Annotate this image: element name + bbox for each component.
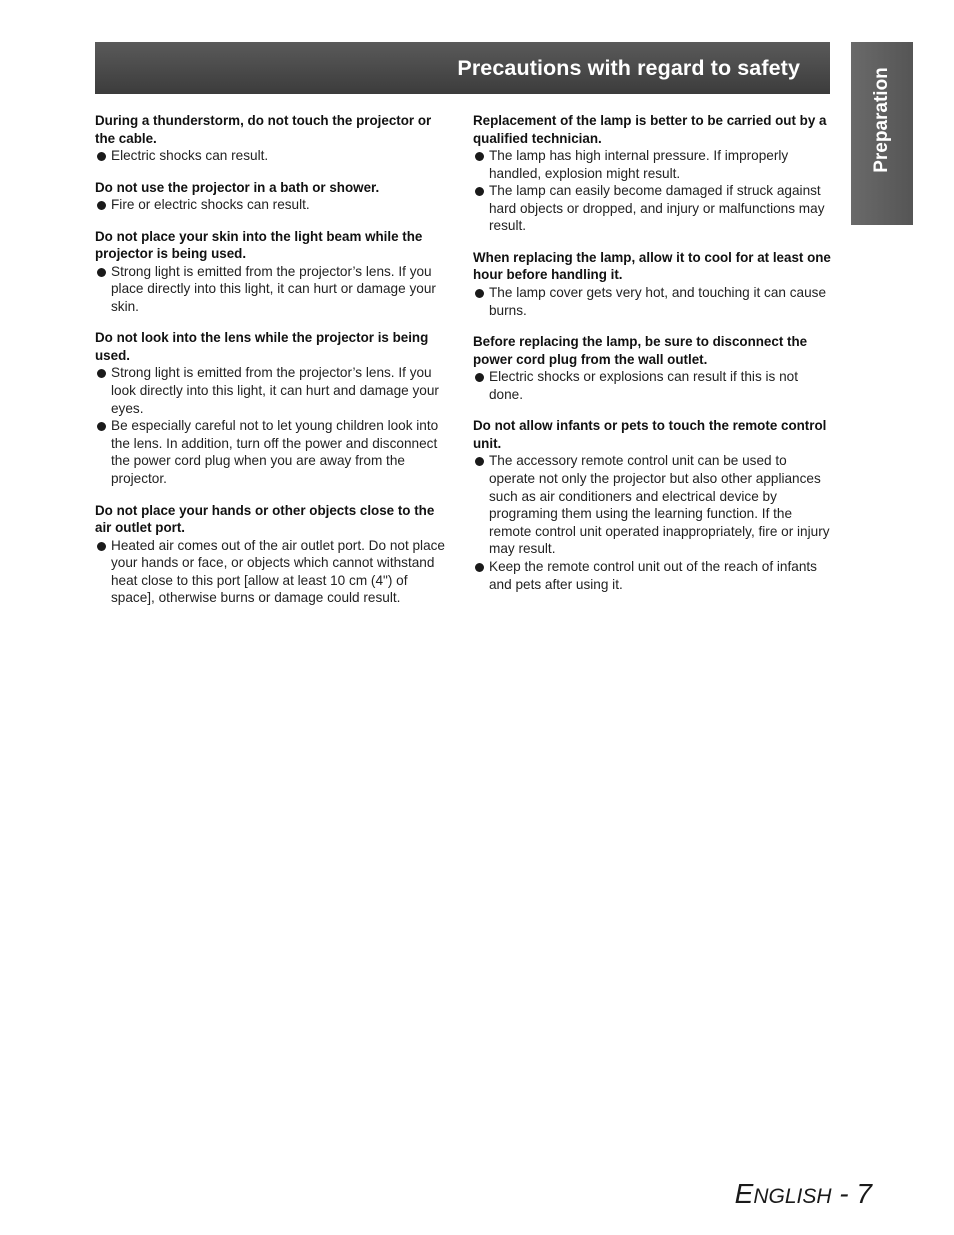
- warning-bullet: [473, 182, 831, 235]
- bullet-dot-icon: [475, 152, 484, 161]
- warning-section: [473, 112, 831, 235]
- warning-section: [95, 112, 453, 165]
- warning-bullet: [473, 558, 831, 593]
- bullet-dot-icon: [97, 422, 106, 431]
- warning-heading: Do not place your hands or other objects close to the air outlet port.: [95, 502, 435, 536]
- warning-bullet: [95, 537, 453, 607]
- bullet-dot-icon: [97, 542, 106, 551]
- right-column: [473, 112, 831, 607]
- warning-section: [95, 228, 453, 316]
- bullet-dot-icon: [475, 457, 484, 466]
- warning-heading: When replacing the lamp, allow it to cool for at least one hour before handling it.: [473, 249, 831, 283]
- warning-bullet: [473, 284, 831, 319]
- warning-heading: Do not allow infants or pets to touch the remote control unit.: [473, 418, 827, 451]
- warning-bullet: [95, 147, 453, 165]
- warning-heading: Before replacing the lamp, be sure to disconnect the power cord plug from the wall outlet.: [473, 334, 808, 367]
- bullet-text: Be especially careful not to let young children look into the lens. In addition, turn off the power and disconnect the power cord plug when you are away from the projector.: [111, 418, 439, 487]
- warning-bullet: [473, 368, 831, 403]
- warning-bullet-list: [473, 452, 831, 593]
- bullet-text: Electric shocks can result.: [111, 148, 269, 163]
- warning-bullet-list: [95, 147, 453, 165]
- bullet-dot-icon: [475, 187, 484, 196]
- warning-bullet-list: [473, 368, 831, 403]
- bullet-text: Fire or electric shocks can result.: [111, 197, 310, 213]
- warning-bullet: [95, 417, 453, 487]
- bullet-dot-icon: [475, 563, 484, 572]
- warning-bullet: [473, 147, 831, 182]
- warning-heading: Do not place your skin into the light beam while the projector is being used.: [95, 228, 423, 262]
- bullet-dot-icon: [475, 373, 484, 382]
- footer-separator: -: [831, 1178, 857, 1209]
- warning-bullet-list: [95, 196, 453, 214]
- page-number: 7: [856, 1178, 872, 1209]
- bullet-text: Keep the remote control unit out of the reach of infants and pets after using it.: [489, 558, 817, 592]
- warning-bullet: [95, 196, 453, 214]
- warning-bullet: [95, 263, 453, 316]
- warning-bullet-list: [95, 364, 453, 487]
- bullet-text: The lamp cover gets very hot, and touching it can cause burns.: [489, 284, 827, 318]
- bullet-text: Heated air comes out of the air outlet port. Do not place your hands or face, or objects which cannot withstand heat close to this port [allow at least 10 cm (4") of space], otherwise burns or damage could result.: [111, 537, 445, 606]
- section-header-bar: [95, 42, 830, 94]
- warning-section: [95, 179, 453, 214]
- warning-heading: During a thunderstorm, do not touch the projector or the cable.: [95, 113, 432, 146]
- warning-bullet-list: [473, 147, 831, 235]
- warning-bullet: [473, 452, 831, 558]
- bullet-text: Strong light is emitted from the projector’s lens. If you place directly into this light, it can hurt or damage your skin.: [111, 263, 436, 314]
- page-title: Precautions with regard to safety: [457, 55, 800, 80]
- chapter-tab-label: Preparation: [871, 67, 892, 173]
- warning-heading: Do not look into the lens while the projector is being used.: [95, 330, 429, 363]
- warning-section: [95, 329, 453, 487]
- warning-bullet-list: [473, 284, 831, 319]
- warning-section: [473, 333, 831, 403]
- bullet-text: Strong light is emitted from the projector’s lens. If you look directly into this light, it can hurt and damage your eyes.: [111, 365, 439, 416]
- bullet-dot-icon: [97, 201, 106, 210]
- bullet-dot-icon: [97, 369, 106, 378]
- left-column: [95, 112, 453, 621]
- footer-language-initial: E: [734, 1178, 754, 1209]
- warning-bullet-list: [95, 537, 453, 607]
- footer-language-rest: NGLISH: [753, 1185, 832, 1208]
- warning-section: [473, 417, 831, 593]
- warning-bullet: [95, 364, 453, 417]
- warning-heading: Do not use the projector in a bath or shower.: [95, 179, 380, 195]
- chapter-tab: [851, 42, 913, 225]
- bullet-text: Electric shocks or explosions can result if this is not done.: [489, 369, 799, 402]
- bullet-dot-icon: [97, 152, 106, 161]
- page-footer: [735, 1178, 872, 1210]
- bullet-dot-icon: [475, 289, 484, 298]
- warning-heading: Replacement of the lamp is better to be carried out by a qualified technician.: [473, 113, 827, 146]
- bullet-text: The accessory remote control unit can be used to operate not only the projector but also other appliances such as air conditioners and electrical device by programing them using the learning function. If the remote control unit operated inappropriately, fire or injury may result.: [489, 453, 830, 557]
- warning-section: [95, 502, 453, 607]
- warning-bullet-list: [95, 263, 453, 316]
- bullet-text: The lamp has high internal pressure. If improperly handled, explosion might result.: [489, 148, 789, 181]
- bullet-text: The lamp can easily become damaged if struck against hard objects or dropped, and injury or malfunctions may result.: [489, 183, 825, 234]
- bullet-dot-icon: [97, 268, 106, 277]
- warning-section: [473, 249, 831, 319]
